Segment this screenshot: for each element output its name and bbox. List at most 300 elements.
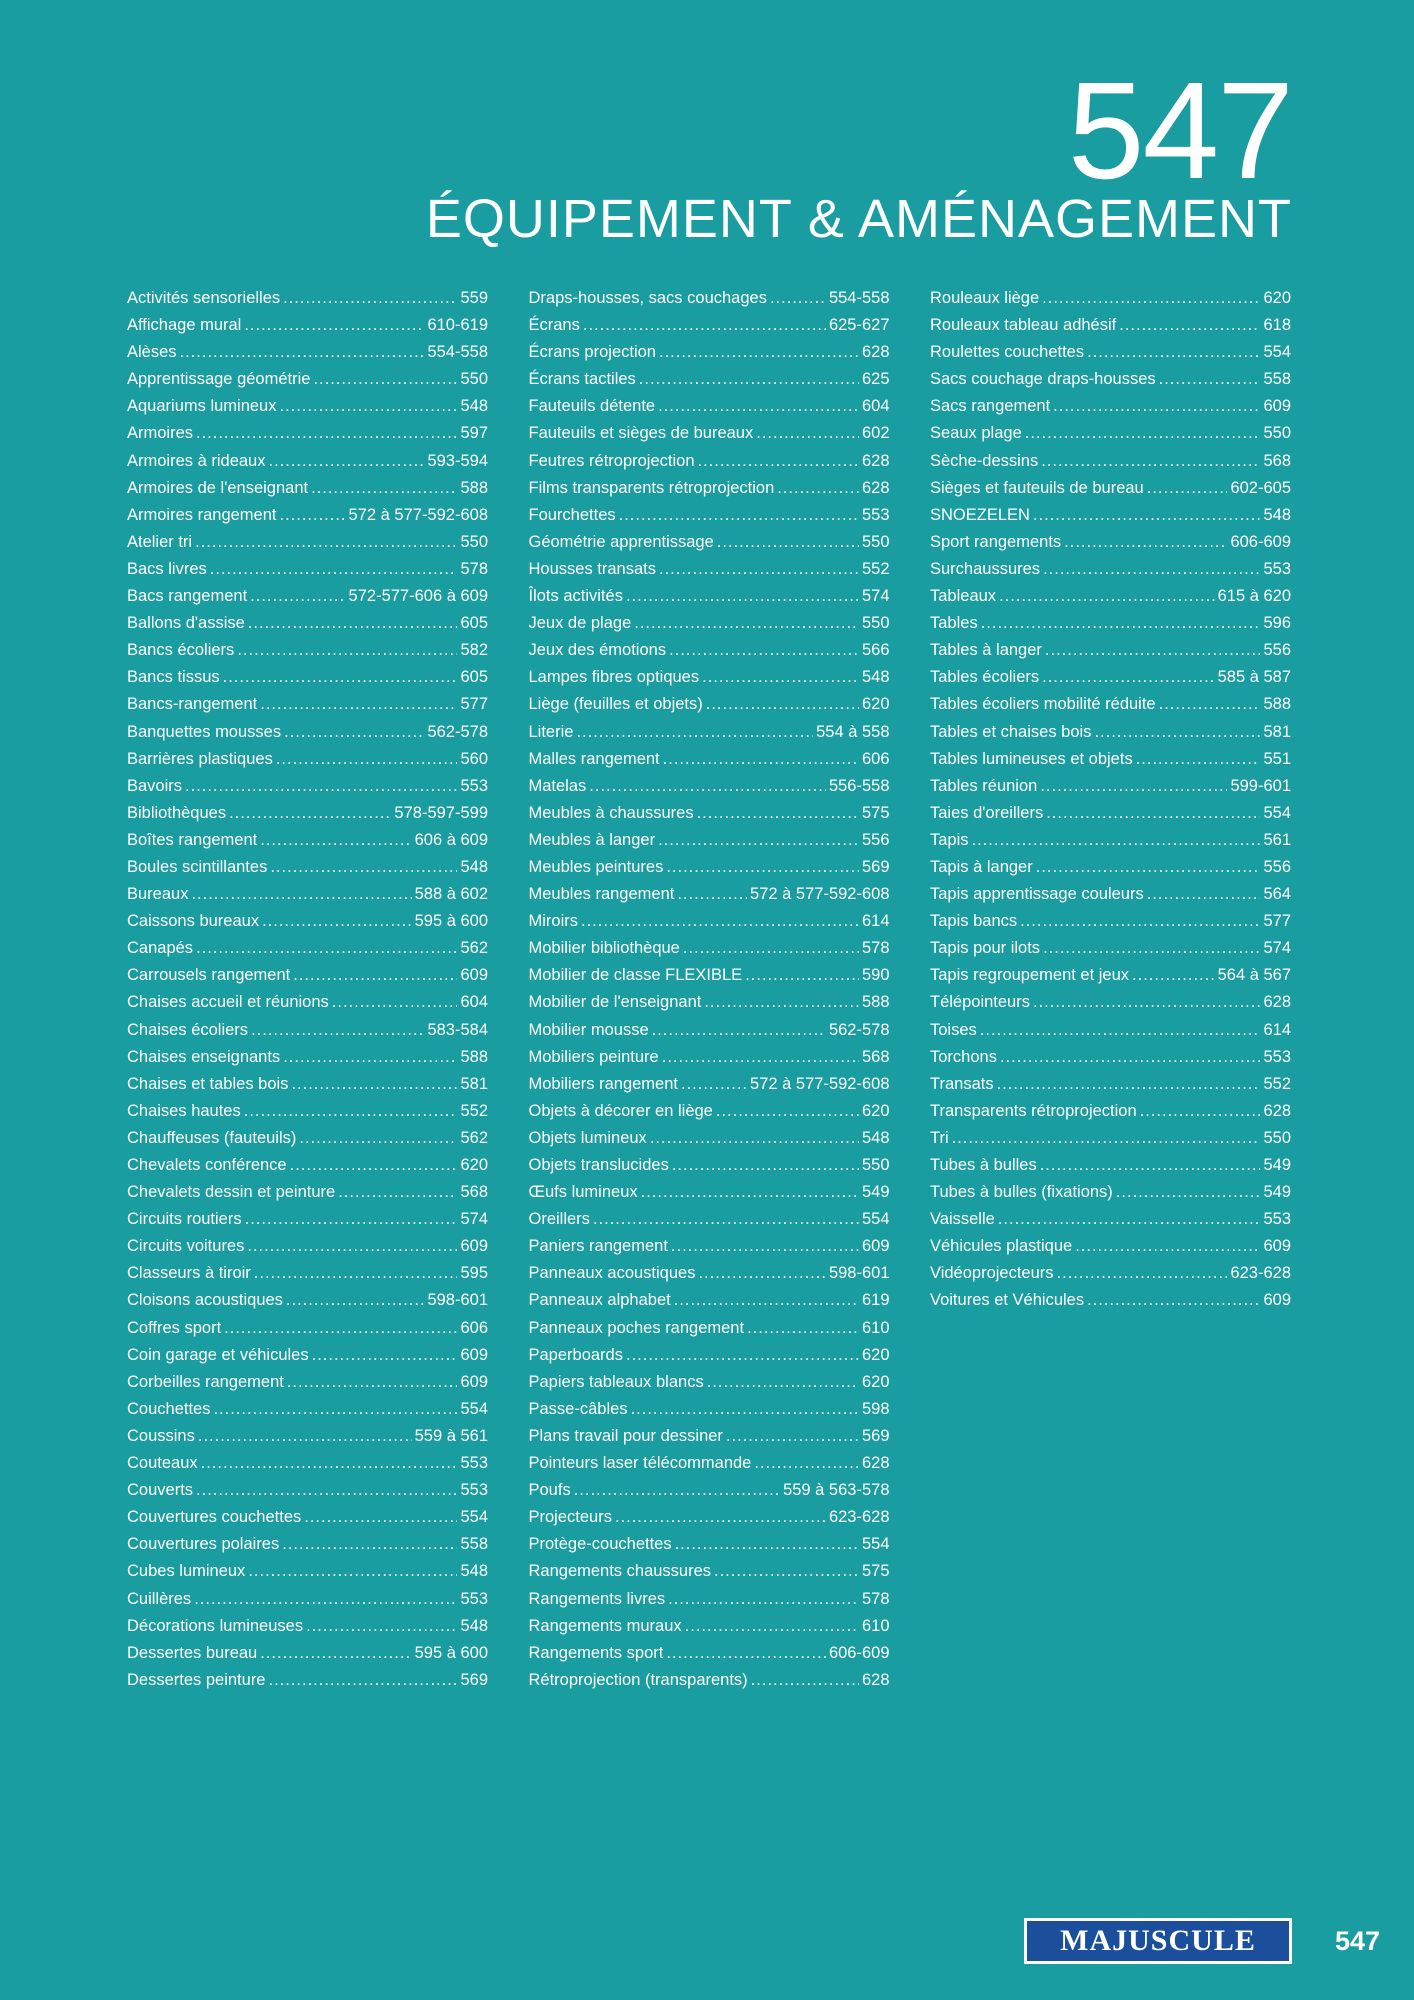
dot-leader <box>669 637 859 664</box>
dot-leader <box>631 1396 859 1423</box>
entry-name: Écrans tactiles <box>528 370 636 389</box>
entry-name: Tubes à bulles <box>930 1156 1037 1174</box>
index-entry <box>127 1260 488 1287</box>
index-entry <box>930 908 1291 935</box>
index-entry <box>127 1667 488 1694</box>
entry-name: Armoires <box>127 424 194 443</box>
index-entry <box>930 800 1291 827</box>
entry-name: Coussins <box>127 1426 195 1445</box>
index-entry <box>529 502 890 529</box>
index-entry <box>529 1071 890 1098</box>
index-entry <box>930 285 1291 312</box>
entry-page: 569 <box>861 1426 890 1445</box>
index-entry <box>127 312 488 339</box>
entry-name: Tapis <box>930 830 969 849</box>
dot-leader <box>299 1125 457 1152</box>
entry-name: Toises <box>930 1020 977 1039</box>
entry-page: 604 <box>460 993 488 1012</box>
dot-leader <box>650 1125 859 1152</box>
dot-leader <box>293 962 457 989</box>
index-entry <box>529 908 890 935</box>
entry-name: Mobiliers peinture <box>528 1047 659 1066</box>
entry-name: Atelier tri <box>127 532 193 551</box>
dot-leader <box>244 1098 458 1125</box>
index-entry <box>529 800 890 827</box>
dot-leader <box>287 1369 458 1396</box>
dot-leader <box>683 935 859 962</box>
dot-leader <box>260 827 411 854</box>
entry-page: 578 <box>861 1589 890 1608</box>
entry-page: 554 <box>460 1508 488 1527</box>
index-entry <box>127 1613 488 1640</box>
index-entry <box>127 610 488 637</box>
entry-page: 575 <box>861 803 890 822</box>
majuscule-logo-text: MAJUSCULE <box>1027 1921 1289 1961</box>
entry-page: 604 <box>861 397 890 416</box>
entry-name: Tables <box>930 614 978 633</box>
entry-name: Tables lumineuses et objets <box>930 749 1133 768</box>
dot-leader <box>1159 691 1261 718</box>
dot-leader <box>268 448 424 475</box>
entry-name: Télépointeurs <box>930 993 1030 1012</box>
entry-page: 554-558 <box>427 343 488 362</box>
entry-name: Meubles peintures <box>528 857 664 876</box>
dot-leader <box>747 1315 859 1342</box>
dot-leader <box>1033 502 1261 529</box>
dot-leader <box>583 312 826 339</box>
entry-page: 574 <box>460 1210 488 1229</box>
entry-name: Protège-couchettes <box>528 1535 672 1554</box>
entry-name: Feutres rétroprojection <box>528 451 695 470</box>
entry-name: Bavoirs <box>127 776 183 795</box>
entry-page: 588 <box>460 478 488 497</box>
page-number-large: 547 <box>1067 54 1292 208</box>
entry-page: 556-558 <box>828 776 890 795</box>
dot-leader <box>726 1423 859 1450</box>
dot-leader <box>229 800 391 827</box>
index-column-1 <box>127 285 488 1694</box>
index-entry <box>930 529 1291 556</box>
index-entry <box>127 1423 488 1450</box>
entry-name: Tapis apprentissage couleurs <box>930 885 1144 904</box>
dot-leader <box>1140 1098 1261 1125</box>
index-entry <box>127 502 488 529</box>
index-entry <box>529 610 890 637</box>
index-entry <box>127 637 488 664</box>
entry-name: Roulettes couchettes <box>930 343 1085 362</box>
entry-page: 575 <box>861 1562 890 1581</box>
entry-name: Paniers rangement <box>528 1237 668 1256</box>
index-entry <box>529 1017 890 1044</box>
dot-leader <box>201 1450 458 1477</box>
entry-name: Couteaux <box>127 1454 198 1473</box>
index-entry <box>127 1450 488 1477</box>
index-entry <box>127 339 488 366</box>
entry-page: 553 <box>1263 559 1291 578</box>
entry-name: Armoires à rideaux <box>127 451 266 470</box>
entry-page: 606 <box>460 1318 488 1337</box>
index-entry <box>127 1342 488 1369</box>
entry-page: 562 <box>460 1128 488 1147</box>
index-entry <box>529 827 890 854</box>
dot-leader <box>717 529 859 556</box>
index-entry <box>127 1558 488 1585</box>
entry-name: Géométrie apprentissage <box>528 532 714 551</box>
entry-name: Mobilier de classe FLEXIBLE <box>528 966 743 985</box>
entry-name: Boules scintillantes <box>127 857 268 876</box>
entry-page: 597 <box>460 424 488 443</box>
entry-name: Rétroprojection (transparents) <box>528 1670 748 1689</box>
entry-name: Décorations lumineuses <box>127 1616 304 1635</box>
entry-page: 559 à 561 <box>414 1426 488 1445</box>
entry-page: 550 <box>1263 424 1291 443</box>
index-entry <box>127 773 488 800</box>
dot-leader <box>283 1044 457 1071</box>
entry-name: Chaises écoliers <box>127 1020 249 1039</box>
dot-leader <box>997 1071 1261 1098</box>
entry-name: Sacs couchage draps-housses <box>930 370 1156 389</box>
dot-leader <box>291 1071 457 1098</box>
dot-leader <box>1075 1233 1260 1260</box>
dot-leader <box>196 420 457 447</box>
dot-leader <box>245 1206 458 1233</box>
entry-page: 560 <box>460 749 488 768</box>
entry-name: Panneaux acoustiques <box>528 1264 696 1283</box>
index-entry <box>930 1233 1291 1260</box>
index-entry <box>127 1098 488 1125</box>
entry-page: 574 <box>1263 939 1291 958</box>
index-entry <box>930 556 1291 583</box>
index-entry <box>127 448 488 475</box>
entry-page: 552 <box>861 559 890 578</box>
entry-page: 620 <box>861 1101 890 1120</box>
entry-page: 578 <box>460 559 488 578</box>
entry-page: 598 <box>861 1399 890 1418</box>
dot-leader <box>279 502 345 529</box>
index-entry <box>127 746 488 773</box>
entry-name: Oreillers <box>528 1210 590 1229</box>
index-entry <box>529 1287 890 1314</box>
index-entry <box>529 475 890 502</box>
dot-leader <box>260 691 457 718</box>
entry-name: Véhicules plastique <box>930 1237 1073 1256</box>
index-entry <box>930 989 1291 1016</box>
index-entry <box>127 556 488 583</box>
index-entry <box>529 1342 890 1369</box>
entry-name: Rangements chaussures <box>528 1562 712 1581</box>
dot-leader <box>282 1531 457 1558</box>
dot-leader <box>999 583 1215 610</box>
index-column-3 <box>930 285 1291 1694</box>
index-entry <box>127 1586 488 1613</box>
dot-leader <box>1036 854 1261 881</box>
dot-leader <box>247 1233 457 1260</box>
dot-leader <box>1040 773 1227 800</box>
entry-name: Cubes lumineux <box>127 1562 246 1581</box>
entry-page: 588 <box>861 993 890 1012</box>
index-entry <box>127 1396 488 1423</box>
entry-page: 596 <box>1263 614 1291 633</box>
entry-name: Panneaux alphabet <box>528 1291 671 1310</box>
entry-page: 551 <box>1263 749 1291 768</box>
entry-page: 553 <box>861 505 890 524</box>
index-entry <box>529 1613 890 1640</box>
dot-leader <box>198 1423 412 1450</box>
dot-leader <box>998 1206 1261 1233</box>
dot-leader <box>306 1613 457 1640</box>
entry-page: 609 <box>1263 1291 1291 1310</box>
index-entry <box>127 935 488 962</box>
dot-leader <box>634 610 859 637</box>
dot-leader <box>1043 556 1260 583</box>
dot-leader <box>576 719 813 746</box>
entry-name: Taies d'oreillers <box>930 803 1044 822</box>
entry-page: 550 <box>861 614 890 633</box>
entry-name: Objets translucides <box>528 1156 669 1174</box>
entry-name: Voitures et Véhicules <box>930 1291 1085 1310</box>
index-entry <box>529 1369 890 1396</box>
entry-name: Carrousels rangement <box>127 966 291 985</box>
index-entry <box>529 1179 890 1206</box>
entry-page: 620 <box>861 695 890 714</box>
dot-leader <box>269 1667 458 1694</box>
index-entry <box>529 989 890 1016</box>
entry-name: Projecteurs <box>528 1508 612 1527</box>
index-entry <box>127 1152 488 1179</box>
dot-leader <box>707 1369 859 1396</box>
entry-name: Bibliothèques <box>127 803 227 822</box>
entry-name: Sièges et fauteuils de bureau <box>930 478 1144 497</box>
index-entry <box>930 610 1291 637</box>
entry-name: Fauteuils détente <box>528 397 656 416</box>
index-entry <box>127 691 488 718</box>
index-entry <box>930 881 1291 908</box>
entry-page: 595 à 600 <box>414 912 488 931</box>
index-entry <box>529 1206 890 1233</box>
index-entry <box>930 746 1291 773</box>
index-entry <box>930 935 1291 962</box>
entry-page: 593-594 <box>427 451 488 470</box>
index-entry <box>127 1315 488 1342</box>
index-entry <box>529 1098 890 1125</box>
entry-page: 549 <box>1263 1156 1291 1174</box>
dot-leader <box>180 339 425 366</box>
index-entry <box>529 1423 890 1450</box>
entry-page: 610 <box>861 1318 890 1337</box>
dot-leader <box>313 366 457 393</box>
dot-leader <box>662 1044 859 1071</box>
dot-leader <box>714 1558 859 1585</box>
entry-page: 618 <box>1263 316 1291 335</box>
entry-page: 562 <box>460 939 488 958</box>
dot-leader <box>770 285 826 312</box>
entry-page: 602-605 <box>1230 478 1291 497</box>
index-entry <box>930 1125 1291 1152</box>
entry-name: Pointeurs laser télécommande <box>528 1454 752 1473</box>
entry-page: 588 à 602 <box>414 885 488 904</box>
index-entry <box>127 827 488 854</box>
entry-name: Housses transats <box>528 559 656 578</box>
entry-page: 620 <box>861 1372 890 1391</box>
entry-name: Couvertures polaires <box>127 1535 280 1554</box>
entry-name: Plans travail pour dessiner <box>528 1426 723 1445</box>
index-entry <box>529 637 890 664</box>
dot-leader <box>981 610 1261 637</box>
entry-page: 609 <box>1263 397 1291 416</box>
entry-name: Tables écoliers mobilité réduite <box>930 695 1156 714</box>
entry-name: Objets lumineux <box>528 1128 647 1147</box>
index-entry <box>127 1179 488 1206</box>
dot-leader <box>1000 1044 1261 1071</box>
entry-name: Lampes fibres optiques <box>528 668 700 687</box>
entry-name: Mobilier de l'enseignant <box>528 993 702 1012</box>
entry-page: 577 <box>460 695 488 714</box>
index-entry <box>529 420 890 447</box>
entry-page: 552 <box>1263 1074 1291 1093</box>
entry-page: 609 <box>460 1237 488 1256</box>
dot-leader <box>706 691 859 718</box>
dot-leader <box>658 827 859 854</box>
dot-leader <box>952 1125 1261 1152</box>
index-entry <box>930 1071 1291 1098</box>
entry-page: 552 <box>460 1101 488 1120</box>
entry-page: 549 <box>1263 1183 1291 1202</box>
index-entry <box>529 719 890 746</box>
index-entry <box>930 393 1291 420</box>
dot-leader <box>286 1287 425 1314</box>
entry-page: 595 à 600 <box>414 1643 488 1662</box>
entry-page: 599-601 <box>1230 776 1291 795</box>
entry-page: 620 <box>861 1345 890 1364</box>
dot-leader <box>1045 637 1261 664</box>
dot-leader <box>251 1017 424 1044</box>
dot-leader <box>677 881 747 908</box>
entry-name: Chaises hautes <box>127 1101 241 1120</box>
index-entry <box>930 719 1291 746</box>
index-entry <box>930 827 1291 854</box>
entry-name: Bureaux <box>127 885 189 904</box>
entry-name: Meubles rangement <box>528 885 675 904</box>
entry-name: Tables réunion <box>930 776 1038 795</box>
entry-name: Meubles à chaussures <box>528 803 694 822</box>
dot-leader <box>652 1017 826 1044</box>
index-entry <box>930 664 1291 691</box>
entry-page: 549 <box>861 1183 890 1202</box>
index-entry <box>930 1206 1291 1233</box>
entry-name: Transparents rétroprojection <box>930 1101 1137 1120</box>
index-entry <box>529 881 890 908</box>
entry-name: Caissons bureaux <box>127 912 260 931</box>
entry-page: 554 à 558 <box>816 722 890 741</box>
index-entry <box>127 420 488 447</box>
entry-name: Literie <box>528 722 574 741</box>
index-entry <box>529 1640 890 1667</box>
entry-name: Tapis bancs <box>930 912 1018 931</box>
dot-leader <box>641 1179 859 1206</box>
index-entry <box>529 1315 890 1342</box>
dot-leader <box>589 773 826 800</box>
entry-name: Alèses <box>127 343 177 362</box>
entry-name: Sacs rangement <box>930 397 1051 416</box>
dot-leader <box>262 908 412 935</box>
entry-page: 628 <box>861 1670 890 1689</box>
entry-name: Rangements sport <box>528 1643 664 1662</box>
dot-leader <box>284 719 424 746</box>
entry-name: Bancs tissus <box>127 668 220 687</box>
index-entry <box>930 1179 1291 1206</box>
entry-page: 554 <box>1263 343 1291 362</box>
index-entry <box>529 1531 890 1558</box>
index-entry <box>529 393 890 420</box>
entry-page: 595 <box>460 1264 488 1283</box>
entry-name: Bancs écoliers <box>127 641 235 660</box>
entry-page: 568 <box>460 1183 488 1202</box>
entry-name: Apprentissage géométrie <box>127 370 311 389</box>
index-entry <box>529 1504 890 1531</box>
dot-leader <box>213 1396 457 1423</box>
entry-page: 554 <box>1263 803 1291 822</box>
dot-leader <box>980 1017 1261 1044</box>
index-entry <box>529 1152 890 1179</box>
dot-leader <box>1136 746 1261 773</box>
index-entry <box>529 746 890 773</box>
majuscule-logo <box>1024 1918 1292 1964</box>
entry-page: 623-628 <box>1230 1264 1291 1283</box>
index-entry <box>529 529 890 556</box>
entry-page: 578 <box>861 939 890 958</box>
entry-name: Mobilier bibliothèque <box>528 939 680 958</box>
index-entry <box>930 475 1291 502</box>
dot-leader <box>237 637 457 664</box>
index-entry <box>930 854 1291 881</box>
entry-page: 559 à 563-578 <box>783 1481 890 1500</box>
index-entry <box>127 719 488 746</box>
dot-leader <box>745 962 859 989</box>
dot-leader <box>1094 719 1260 746</box>
entry-page: 561 <box>1263 830 1291 849</box>
index-entry <box>127 529 488 556</box>
dot-leader <box>185 773 457 800</box>
entry-page: 550 <box>861 532 890 551</box>
entry-name: Mobilier mousse <box>528 1020 649 1039</box>
entry-name: Tubes à bulles (fixations) <box>930 1183 1113 1202</box>
entry-page: 590 <box>861 966 890 985</box>
dot-leader <box>704 989 859 1016</box>
entry-name: Malles rangement <box>528 749 660 768</box>
index-entry <box>529 854 890 881</box>
entry-name: Liège (feuilles et objets) <box>528 695 703 714</box>
dot-leader <box>659 556 859 583</box>
entry-page: 553 <box>460 776 488 795</box>
dot-leader <box>290 1152 458 1179</box>
entry-page: 564 <box>1263 885 1291 904</box>
index-entry <box>529 1260 890 1287</box>
dot-leader <box>702 664 859 691</box>
entry-page: 548 <box>460 397 488 416</box>
entry-page: 628 <box>861 343 890 362</box>
entry-name: SNOEZELEN <box>930 505 1030 524</box>
index-entry <box>127 989 488 1016</box>
dot-leader <box>279 393 457 420</box>
dot-leader <box>196 935 457 962</box>
entry-name: Tapis pour ilots <box>930 939 1041 958</box>
dot-leader <box>311 475 457 502</box>
entry-name: Banquettes mousses <box>127 722 282 741</box>
dot-leader <box>626 583 859 610</box>
dot-leader <box>1042 664 1214 691</box>
index-entry <box>529 583 890 610</box>
entry-page: 562-578 <box>427 722 488 741</box>
